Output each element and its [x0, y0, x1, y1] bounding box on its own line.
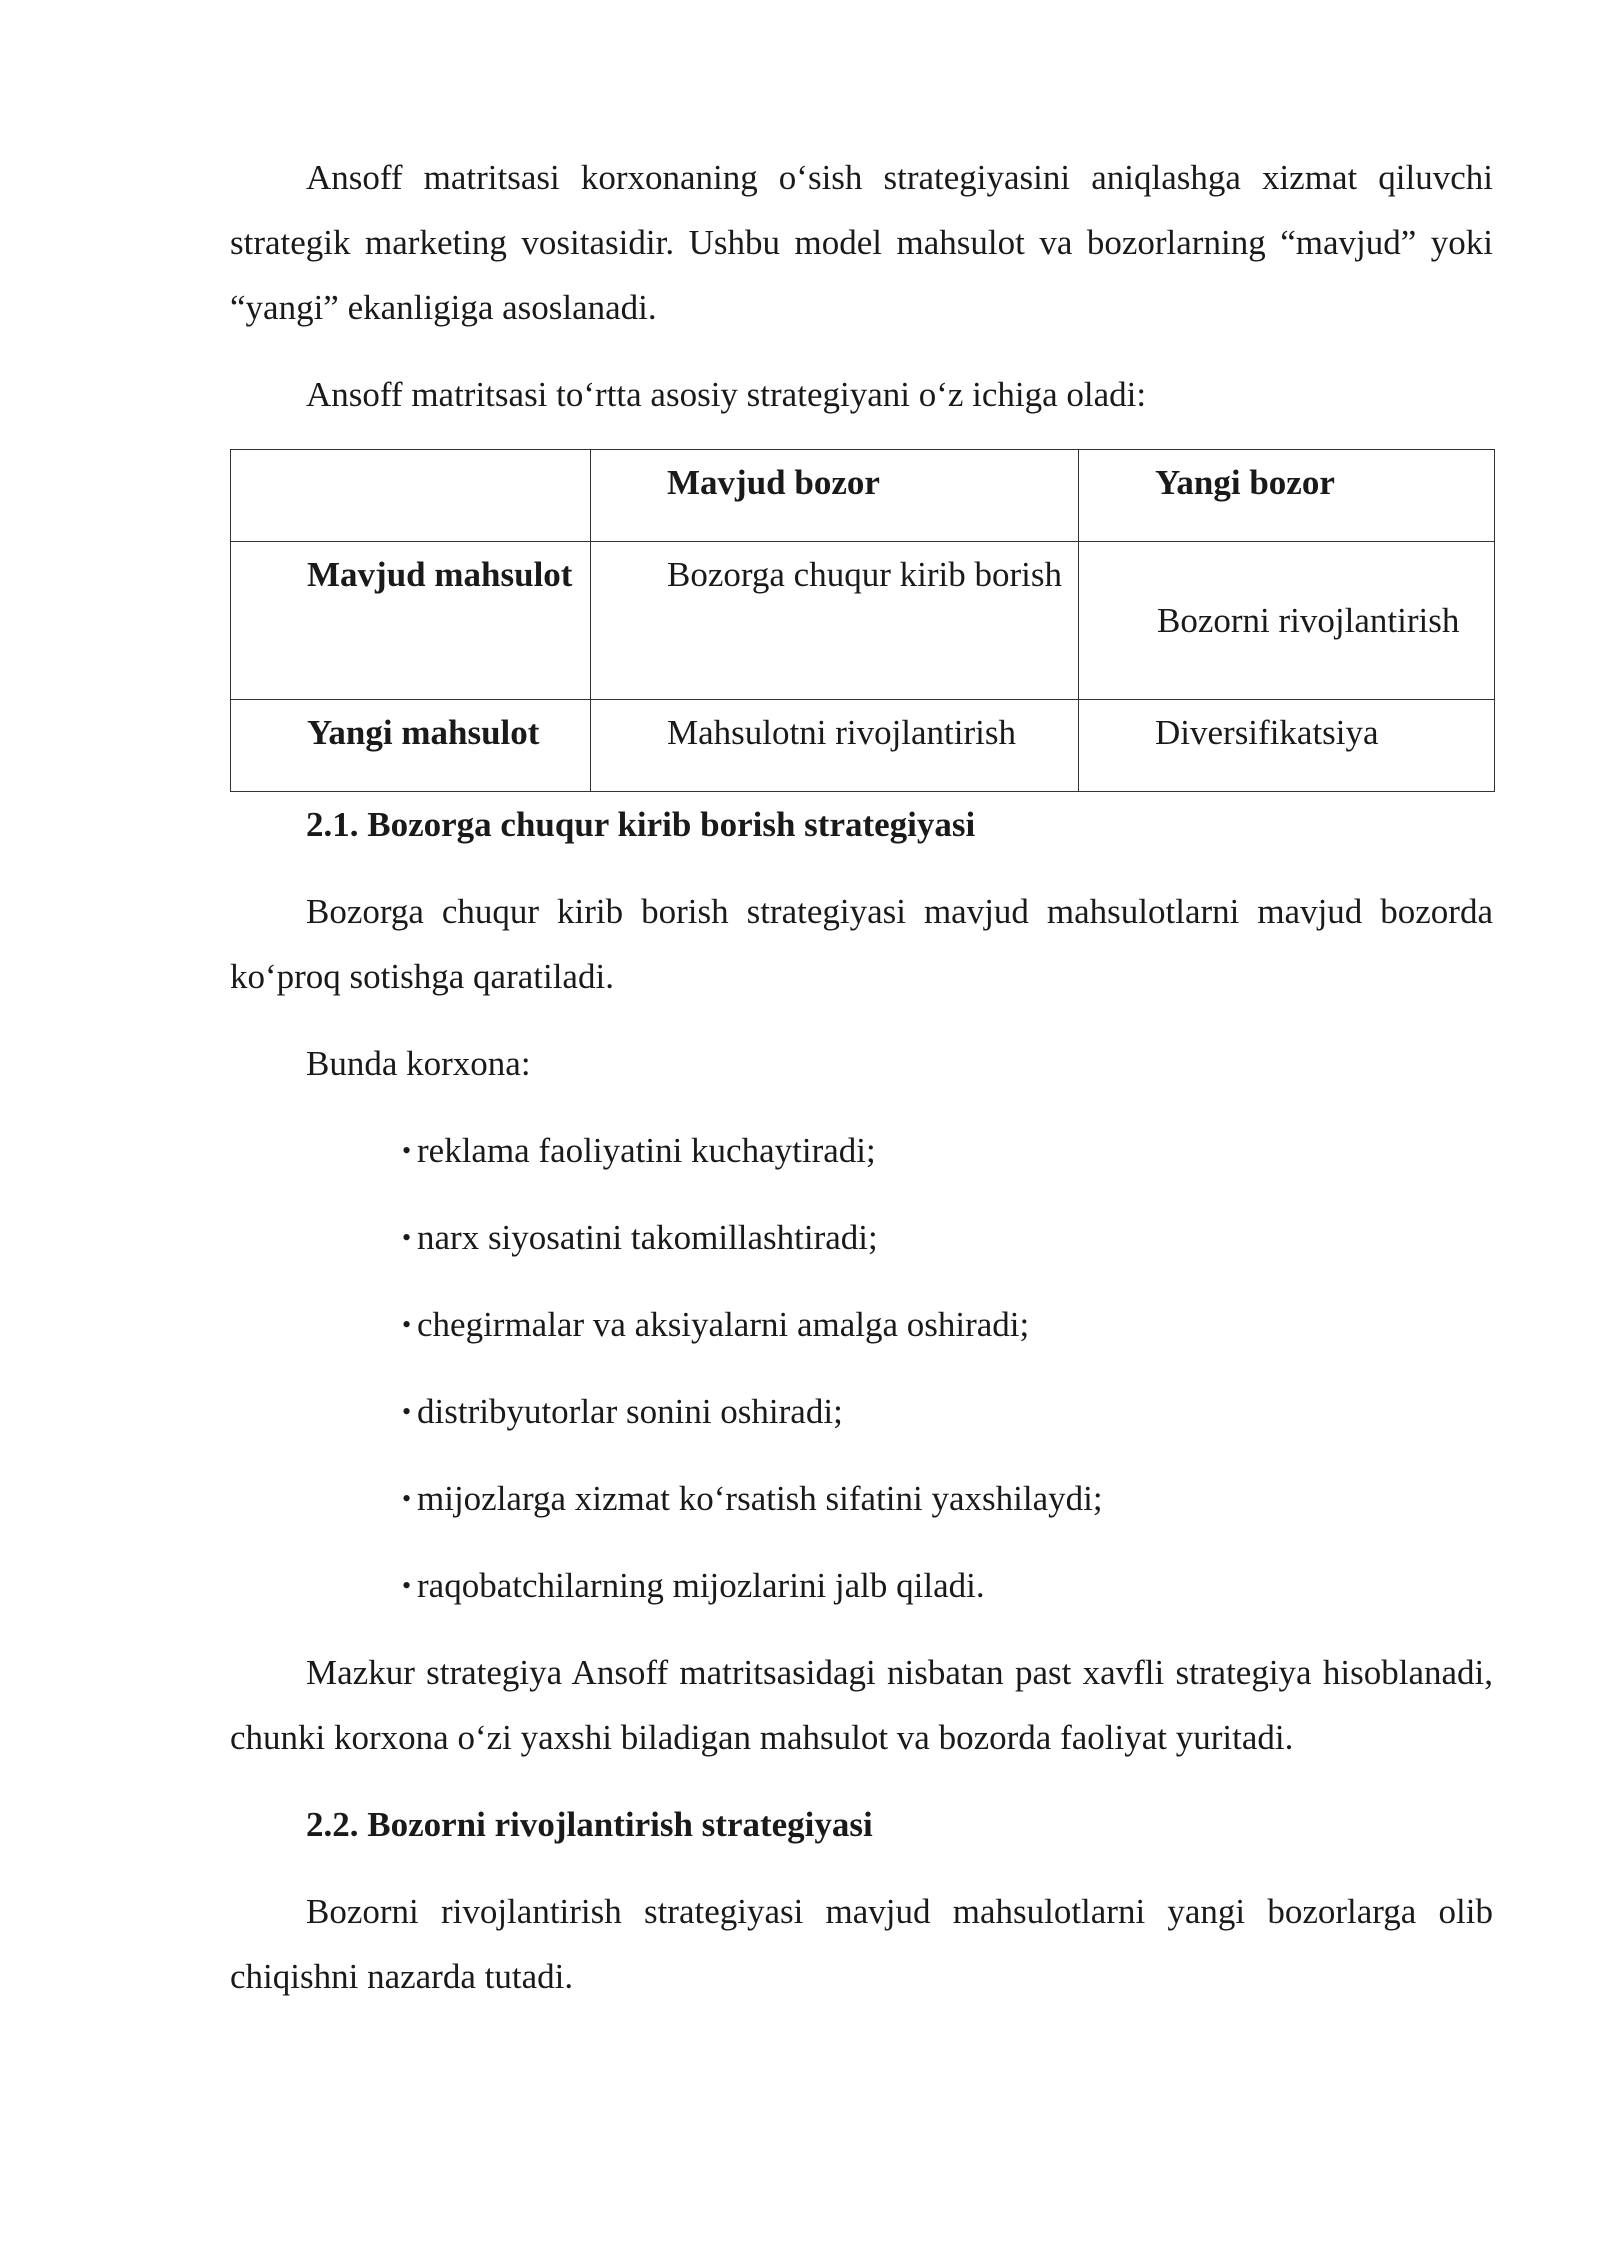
document-page	[230, 145, 1493, 2009]
bullet-icon: •	[402, 1571, 412, 1600]
penetration-paragraph: Bozorga chuqur kirib borish strategiyasi mavjud mahsulotlarni mavjud bozorda ko‘proq sotishga qaratiladi.	[230, 892, 1493, 996]
conclusion-paragraph: Mazkur strategiya Ansoff matritsasidagi nisbatan past xavfli strategiya hisoblanadi, chunki korxona o‘zi yaxshi biladigan mahsulot va bozorda faoliyat yuritadi.	[230, 1653, 1493, 1757]
table-header-new-market: Yangi bozor	[1079, 450, 1495, 542]
list-item: • raqobatchilarning mijozlarini jalb qiladi.	[230, 1553, 1493, 1618]
bullet-icon: •	[402, 1136, 412, 1165]
table-row-label-new-product: Yangi mahsulot	[231, 700, 591, 792]
list-item: • narx siyosatini takomillashtiradi;	[230, 1205, 1493, 1270]
intro-paragraph: Ansoff matritsasi korxonaning o‘sish strategiyasini aniqlashga xizmat qiluvchi strategik marketing vositasidir. Ushbu model mahsulot va bozorlarning “mavjud” yoki “yangi” ekanligiga asoslanadi.	[230, 158, 1493, 327]
bullet-icon: •	[402, 1310, 412, 1339]
table-row-label-existing-product: Mavjud mahsulot	[231, 542, 591, 700]
table-cell-diversification: Diversifikatsiya	[1079, 700, 1495, 792]
bullet-icon: •	[402, 1484, 412, 1513]
section-heading-2-1: 2.1. Bozorga chuqur kirib borish strategiyasi	[306, 805, 976, 844]
table-row-existing-product	[231, 542, 1495, 700]
table-corner-cell	[231, 450, 591, 542]
list-item: • mijozlarga xizmat ko‘rsatish sifatini yaxshilaydi;	[230, 1466, 1493, 1531]
bullet-icon: •	[402, 1223, 412, 1252]
table-cell-market-development: Bozorni rivojlantirish	[1079, 542, 1495, 700]
ansoff-matrix-table	[230, 449, 1495, 792]
matrix-intro-paragraph: Ansoff matritsasi to‘rtta asosiy strategiyani o‘z ichiga oladi:	[306, 375, 1147, 414]
table-cell-product-development: Mahsulotni rivojlantirish	[591, 700, 1079, 792]
table-cell-market-penetration: Bozorga chuqur kirib borish	[591, 542, 1079, 700]
table-header-row	[231, 450, 1495, 542]
bullet-icon: •	[402, 1397, 412, 1426]
market-development-paragraph: Bozorni rivojlantirish strategiyasi mavjud mahsulotlarni yangi bozorlarga olib chiqishni nazarda tutadi.	[230, 1892, 1493, 1996]
list-item: • distribyutorlar sonini oshiradi;	[230, 1379, 1493, 1444]
table-header-existing-market: Mavjud bozor	[591, 450, 1079, 542]
list-item: • chegirmalar va aksiyalarni amalga oshiradi;	[230, 1292, 1493, 1357]
action-bullet-list	[230, 1118, 1493, 1618]
bunda-paragraph: Bunda korxona:	[306, 1044, 531, 1083]
table-row-new-product	[231, 700, 1495, 792]
section-heading-2-2: 2.2. Bozorni rivojlantirish strategiyasi	[306, 1805, 873, 1844]
list-item: • reklama faoliyatini kuchaytiradi;	[230, 1118, 1493, 1183]
